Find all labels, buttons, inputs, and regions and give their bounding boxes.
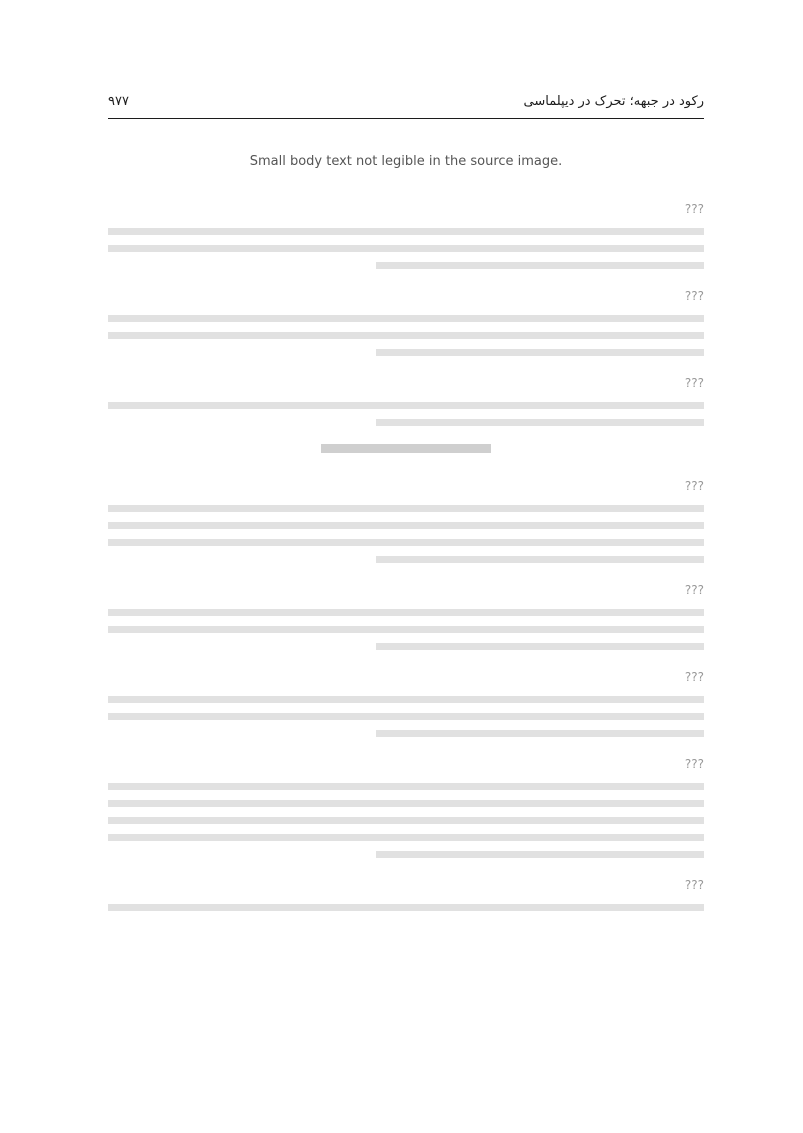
entry-placeholder xyxy=(108,581,704,650)
entry-placeholder xyxy=(108,374,704,426)
running-header xyxy=(108,92,704,119)
text-line-placeholder xyxy=(376,556,704,563)
entry-number-placeholder: ??? xyxy=(684,202,704,216)
text-line-placeholder xyxy=(376,419,704,426)
text-line-placeholder xyxy=(108,332,704,339)
text-line-placeholder xyxy=(108,539,704,546)
text-line-placeholder xyxy=(108,834,704,841)
illegible-notice: Small body text not legible in the source image. xyxy=(249,154,563,169)
entry-placeholder xyxy=(108,477,704,563)
entry-placeholder xyxy=(108,287,704,356)
text-line-placeholder xyxy=(108,228,704,235)
section-heading-placeholder xyxy=(321,444,491,453)
entry-number-placeholder: ??? xyxy=(684,670,704,684)
text-line-placeholder xyxy=(108,696,704,703)
text-line-placeholder xyxy=(108,800,704,807)
text-line-placeholder xyxy=(376,643,704,650)
entry-placeholder xyxy=(108,876,704,911)
text-line-placeholder xyxy=(108,626,704,633)
entry-placeholder xyxy=(108,668,704,737)
text-line-placeholder xyxy=(108,245,704,252)
text-line-placeholder xyxy=(376,262,704,269)
entry-number-placeholder: ??? xyxy=(684,479,704,493)
page-body xyxy=(108,200,704,929)
text-line-placeholder xyxy=(108,505,704,512)
text-line-placeholder xyxy=(108,402,704,409)
text-line-placeholder xyxy=(108,817,704,824)
page-number: ۹۷۷ xyxy=(108,94,129,109)
text-line-placeholder xyxy=(376,851,704,858)
text-line-placeholder xyxy=(376,349,704,356)
text-line-placeholder xyxy=(108,783,704,790)
text-line-placeholder xyxy=(376,730,704,737)
entry-placeholder xyxy=(108,755,704,858)
text-line-placeholder xyxy=(108,904,704,911)
text-line-placeholder xyxy=(108,609,704,616)
text-line-placeholder xyxy=(108,315,704,322)
entry-placeholder xyxy=(108,200,704,269)
text-line-placeholder xyxy=(108,522,704,529)
text-line-placeholder xyxy=(108,713,704,720)
running-title: رکود در جبهه؛ تحرک در دیپلماسی xyxy=(523,94,704,109)
entry-number-placeholder: ??? xyxy=(684,583,704,597)
entry-number-placeholder: ??? xyxy=(684,376,704,390)
entry-number-placeholder: ??? xyxy=(684,878,704,892)
entry-number-placeholder: ??? xyxy=(684,757,704,771)
entry-number-placeholder: ??? xyxy=(684,289,704,303)
